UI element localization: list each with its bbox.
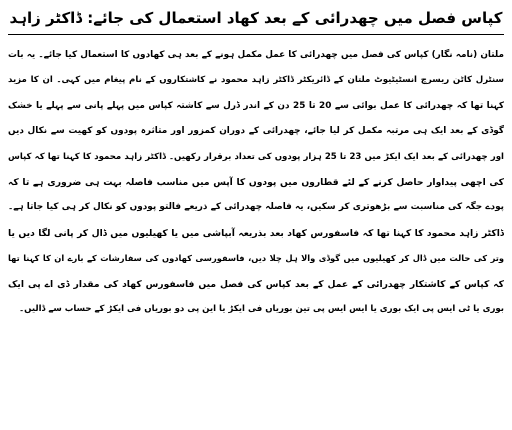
body-line-9: وتر کی حالت میں ڈال کر کھیلیوں میں گوڈی والا ہل چلا دیں، فاسفورسی کھادوں کی سفارشات کے بارے ان کا کہنا تھا (8, 253, 504, 264)
headline-divider (8, 34, 504, 35)
body-line-5: اور چھدرائی کے بعد ایک ایکڑ میں 23 تا 25 ہزار پودوں کی تعداد برقرار رکھیں۔ ڈاکٹر زاہد محمود کا کہنا تھا کہ کپاس (8, 151, 504, 162)
body-line-8: ڈاکٹر زاہد محمود کا کہنا تھا کہ فاسفورس کھاد بعد بذریعہ آبپاشی میں یا کھیلیوں میں ڈال کر پانی لگا دیں یا (8, 227, 504, 239)
body-line-3: کہنا تھا کہ چھدرائی کا عمل بوائی سے 20 تا 25 دن کے اندر ڈرل سے کاشتہ کپاس میں پہلے پانی سے پہلے یا خشک (8, 100, 504, 111)
body-line-10: کہ کپاس کے کاشتکار چھدرائی کے عمل کے بعد کپاس کی فصل میں فاسفورس کھاد کی مقدار ڈی اے پی ایک (8, 278, 504, 290)
article-headline: کپاس فصل میں چھدرائی کے بعد کھاد استعمال کی جائے: ڈاکٹر زاہد (9, 9, 503, 27)
article-body (8, 43, 504, 322)
body-line-11: بوری یا ٹی ایس پی ایک بوری یا ایس ایس پی تین بوریاں فی ایکڑ یا این پی دو بوریاں فی ایکڑ کے حساب سے ڈالیں۔ (19, 303, 504, 314)
body-line-1: ملتان (نامہ نگار) کپاس کی فصل میں چھدرائی کا عمل مکمل ہونے کے بعد ہی کھادوں کا استعمال کیا جائے۔ یہ بات (8, 50, 504, 60)
body-line-6: کی اچھی پیداوار حاصل کرنے کے لئے قطاروں میں پودوں کا آپس میں مناسب فاصلہ بہت ہی ضروری ہے تا کہ (8, 176, 504, 188)
body-line-2: سنٹرل کاٹن ریسرچ انسٹیٹیوٹ ملتان کے ڈائریکٹر ڈاکٹر زاہد محمود نے کاشتکاروں کے نام پیغام میں کہی۔ ان کا مزید (8, 75, 504, 86)
body-line-7: پودے جگہ کی مناسبت سے بڑھوتری کر سکیں، یہ فاصلہ چھدرائی کے ذریعے فالتو پودوں کو نکال کر ہی کیا جاتا ہے۔ (8, 202, 504, 213)
body-line-4: گوڈی کے بعد ایک ہی مرتبہ مکمل کر لیا جائے، چھدرائی کے دوران کمزور اور متاثرہ پودوں کو کھیت سے نکال دیں (8, 126, 504, 137)
